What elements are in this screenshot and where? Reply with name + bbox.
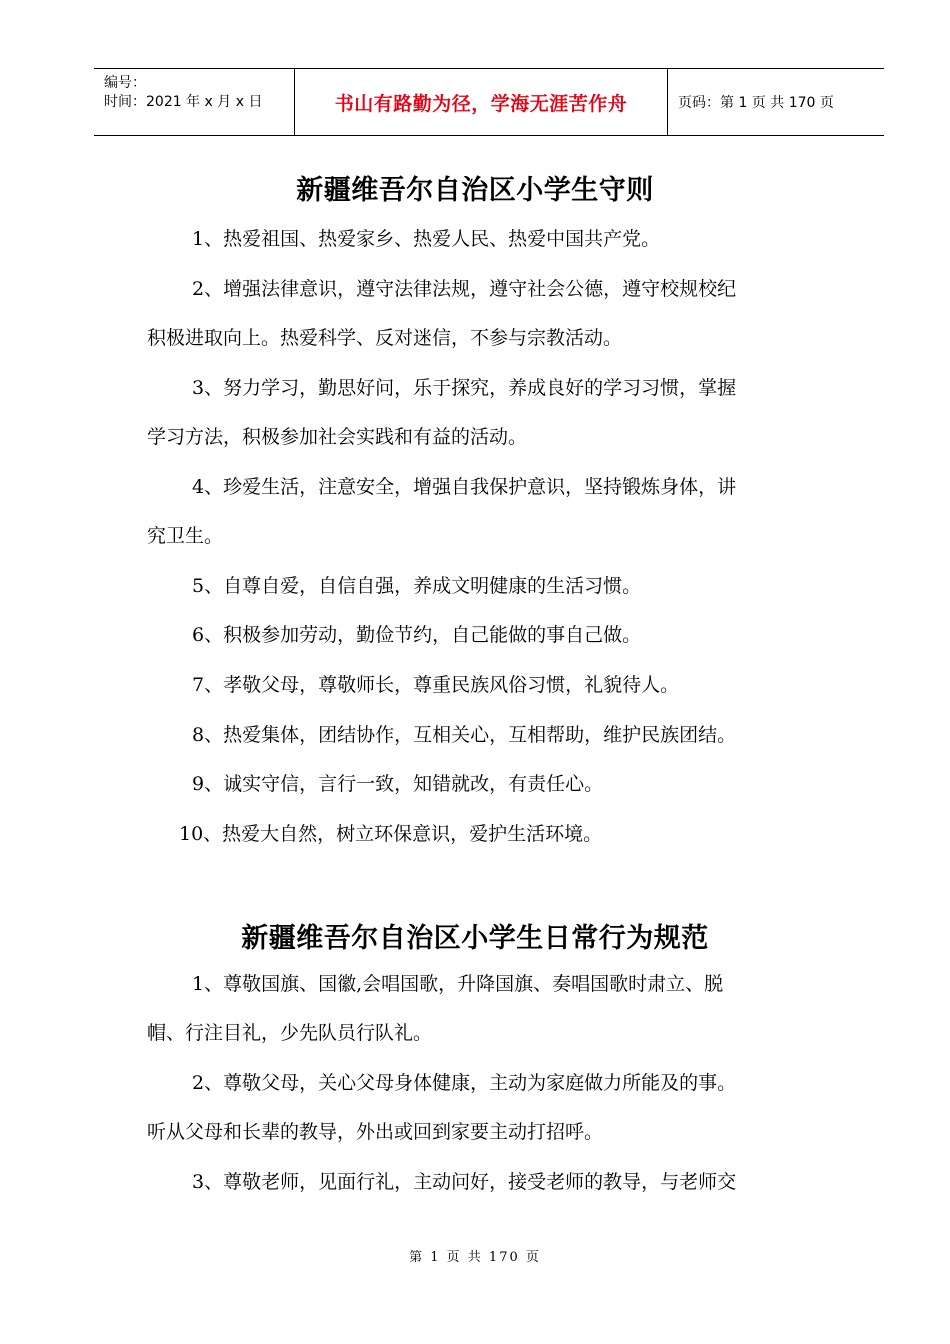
section1-line: 学习方法，积极参加社会实践和有益的活动。: [147, 426, 528, 448]
section1-line: 3、努力学习，勤思好问，乐于探究，养成良好的学习习惯，掌握: [192, 377, 737, 399]
header-page-cell: [668, 69, 884, 135]
section2-line: 3、尊敬老师，见面行礼，主动问好，接受老师的教导，与老师交: [192, 1171, 737, 1193]
section1-line: 7、孝敬父母，尊敬师长，尊重民族风俗习惯，礼貌待人。: [192, 674, 680, 696]
motto-text: 书山有路勤为径，学海无涯苦作舟: [334, 92, 628, 115]
serial-number-label: 编号：: [104, 75, 146, 91]
section1-line: 9、诚实守信，言行一致，知错就改，有责任心。: [192, 773, 604, 795]
section2-line: 2、尊敬父母，关心父母身体健康，主动为家庭做力所能及的事。: [192, 1072, 737, 1094]
page-info-text: 页码：第 1 页 共 170 页: [678, 95, 834, 111]
section1-line: 10、热爱大自然，树立环保意识，爱护生活环境。: [179, 823, 603, 845]
header-meta-cell: [94, 69, 295, 135]
section2-title: 新疆维吾尔自治区小学生日常行为规范: [241, 923, 709, 954]
section1-title: 新疆维吾尔自治区小学生守则: [296, 175, 654, 206]
document-header: [94, 68, 884, 136]
section2-line: 帽、行注目礼，少先队员行队礼。: [147, 1022, 433, 1044]
section2-line: 听从父母和长辈的教导，外出或回到家要主动打招呼。: [147, 1121, 604, 1143]
section1-line: 8、热爱集体，团结协作，互相关心，互相帮助，维护民族团结。: [192, 724, 737, 746]
section1-line: 5、自尊自爱，自信自强，养成文明健康的生活习惯。: [192, 575, 642, 597]
time-label: 时间：2021 年 x 月 x 日: [104, 94, 263, 110]
section1-line: 6、积极参加劳动，勤俭节约，自己能做的事自己做。: [192, 624, 642, 646]
section1-line: 究卫生。: [147, 525, 224, 547]
page-footer: 第 1 页 共 170 页: [409, 1250, 541, 1265]
section2-line: 1、尊敬国旗、国徽,会唱国歌，升降国旗、奏唱国歌时肃立、脱: [192, 973, 724, 995]
header-motto-cell: [295, 69, 668, 135]
section1-line: 积极进取向上。热爱科学、反对迷信，不参与宗教活动。: [147, 327, 623, 349]
section1-line: 1、热爱祖国、热爱家乡、热爱人民、热爱中国共产党。: [192, 228, 661, 250]
section1-line: 2、增强法律意识，遵守法律法规，遵守社会公德，遵守校规校纪: [192, 278, 737, 300]
section1-line: 4、珍爱生活，注意安全，增强自我保护意识，坚持锻炼身体，讲: [192, 476, 737, 498]
